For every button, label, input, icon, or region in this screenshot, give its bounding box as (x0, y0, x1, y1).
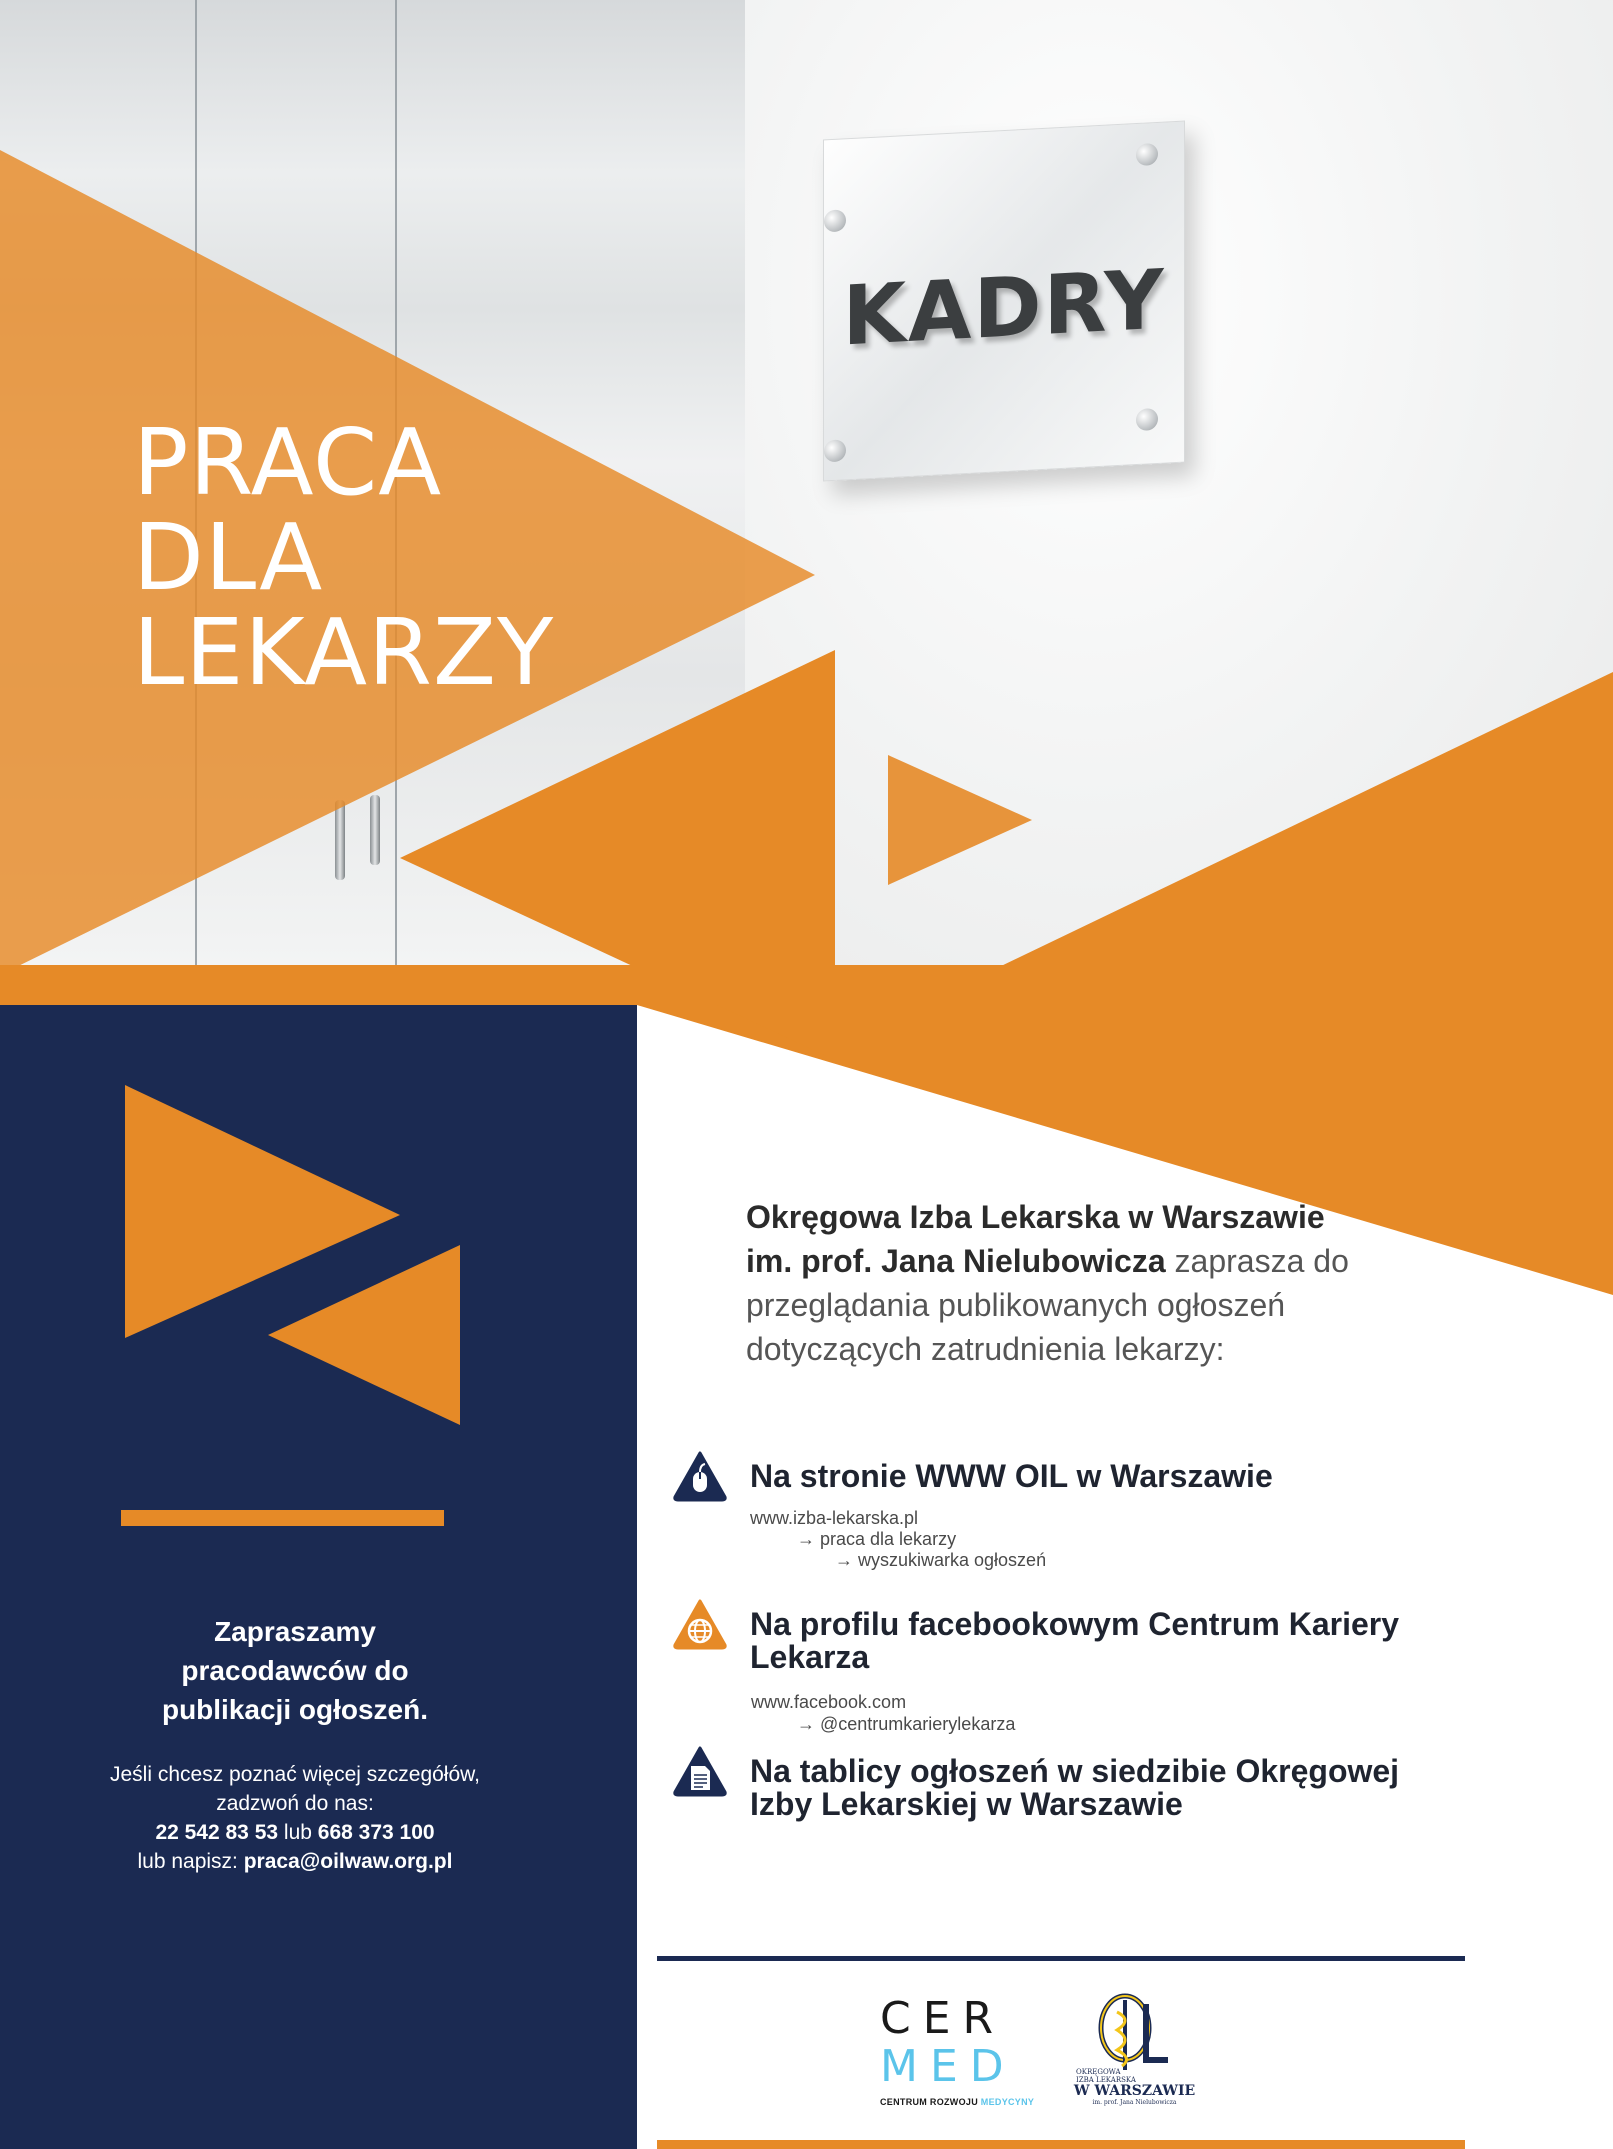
cermed-subtitle (880, 2097, 1035, 2107)
cermed-sub-light: MEDYCYNY (980, 2097, 1035, 2107)
intro-line: dotyczących zatrudnienia lekarzy: (746, 1331, 1225, 1367)
cermed-bottom: MED (880, 2041, 1016, 2092)
orange-triangle-left (268, 1245, 460, 1425)
orange-bottom-rule (657, 2140, 1465, 2149)
cermed-sub-dark: CENTRUM ROZWOJU (880, 2097, 981, 2107)
heading-line: publikacji ogłoszeń. (161, 1694, 429, 1725)
intro-line: Okręgowa Izba Lekarska w Warszawie (746, 1199, 1325, 1235)
intro-bold: im. prof. Jana Nielubowicza (746, 1243, 1166, 1279)
intro-line: przeglądania publikowanych ogłoszeń (746, 1287, 1286, 1323)
hero-title (133, 409, 555, 706)
oil-line: W WARSZAWIE (1073, 2083, 1196, 2099)
phone-separator: lub (278, 1821, 318, 1844)
facebook-handle[interactable]: → @centrumkarierylekarza (797, 1714, 1016, 1734)
cermed-logo (880, 1993, 1035, 2107)
orange-strip (0, 965, 1613, 1005)
small-orange-triangle (888, 755, 1032, 885)
nav-step: → praca dla lekarzy (797, 1529, 957, 1549)
info-line: zadzwoń do nas: (216, 1792, 374, 1815)
navy-divider (657, 1956, 1465, 1961)
intro-text: zaprasza do (1165, 1243, 1349, 1279)
email-prefix: lub napisz: (137, 1850, 244, 1873)
employer-invitation (40, 1612, 550, 1729)
nav-step: → wyszukiwarka ogłoszeń (835, 1550, 1047, 1570)
contact-info (40, 1760, 550, 1876)
intro-line (746, 1239, 1446, 1283)
item-title: Na stronie WWW OIL w Warszawie (750, 1458, 1273, 1494)
heading-line: pracodawców do (181, 1655, 409, 1686)
hero-section (0, 0, 1613, 1005)
email-line (40, 1847, 550, 1876)
heading-line: Zapraszamy (214, 1616, 376, 1647)
oil-logo-text (1072, 2068, 1197, 2107)
email-link[interactable]: praca@oilwaw.org.pl (243, 1850, 453, 1873)
website-link[interactable]: www.izba-lekarska.pl (750, 1508, 919, 1528)
document-icon (672, 1745, 728, 1797)
item-title: Na profilu facebookowym Centrum Kariery Lekarza (750, 1606, 1400, 1675)
sign-text: KADRY (842, 252, 1166, 365)
oil-line: OKRĘGOWA (1076, 2068, 1121, 2076)
phone-number[interactable]: 22 542 83 53 (155, 1821, 279, 1844)
hero-title-line: PRACA (133, 409, 443, 516)
info-line: Jeśli chcesz poznać więcej szczegółów, (109, 1763, 480, 1786)
phone-line (40, 1818, 550, 1847)
navy-panel-triangles (0, 1005, 637, 1465)
cermed-top: CER (880, 1993, 1006, 2044)
hero-title-line: DLA (133, 504, 324, 611)
website-link[interactable]: www.facebook.com (751, 1692, 907, 1712)
item-title: Na tablicy ogłoszeń w siedzibie Okręgowej Izby Lekarskiej w Warszawie (750, 1753, 1400, 1822)
oil-line: IZBA LEKARSKA (1076, 2076, 1136, 2084)
oil-line: im. prof. Jana Nielubowicza (1092, 2099, 1177, 2106)
right-orange-band (920, 672, 1613, 1005)
intro-paragraph (746, 1195, 1446, 1371)
globe-icon (672, 1598, 728, 1650)
mouse-icon (672, 1450, 728, 1502)
orange-divider-bar (121, 1510, 444, 1526)
hero-title-line: LEKARZY (133, 599, 555, 706)
phone-number[interactable]: 668 373 100 (317, 1821, 435, 1844)
